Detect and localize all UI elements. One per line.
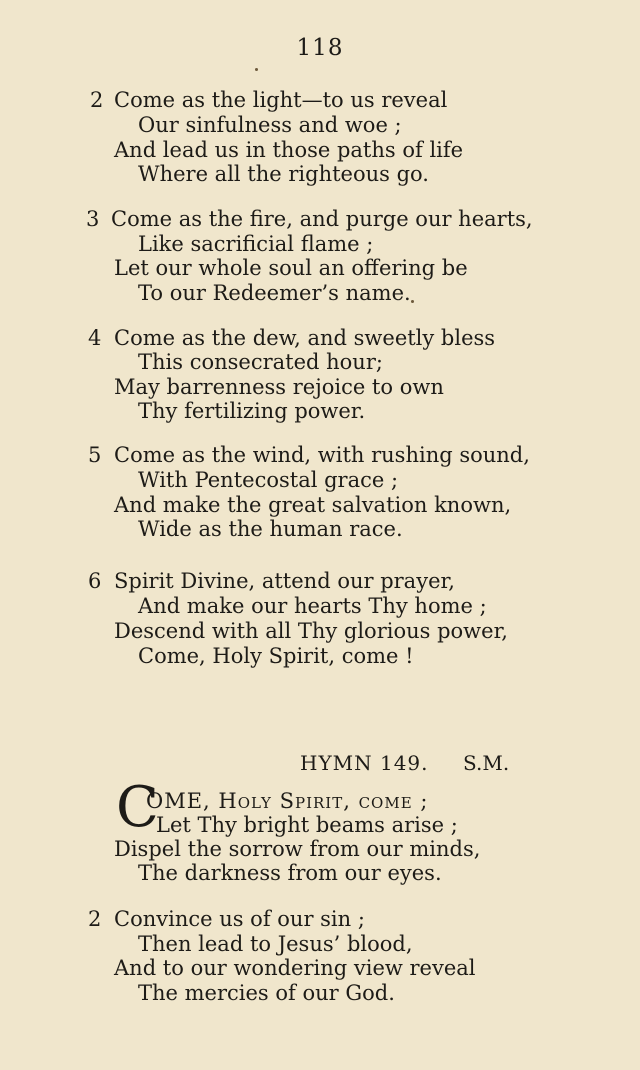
verse-line: With Pentecostal grace ; (138, 468, 399, 492)
stanza-number: 6 (88, 569, 102, 593)
stanza-number: 4 (88, 326, 102, 350)
verse-line: Convince us of our sin ; (114, 907, 365, 931)
verse-line: This consecrated hour; (138, 350, 383, 374)
verse-line: Spirit Divine, attend our prayer, (114, 569, 455, 593)
verse-line: Come, Holy Spirit, come ! (138, 644, 414, 668)
verse-line: OME, Holy Spirit, come ; (146, 789, 429, 813)
verse-line: Our sinfulness and woe ; (138, 113, 402, 137)
verse-line: Then lead to Jesus’ blood, (138, 932, 413, 956)
verse-line: And to our wondering view reveal (114, 956, 476, 980)
hymn-title: HYMN 149. (300, 751, 429, 775)
verse-line: Dispel the sorrow from our minds, (114, 837, 481, 861)
verse-line: Wide as the human race. (138, 517, 403, 541)
verse-line: The darkness from our eyes. (138, 861, 442, 885)
verse-line: Thy fertilizing power. (138, 399, 366, 423)
stanza-number: 5 (88, 443, 102, 467)
verse-line: And make our hearts Thy home ; (138, 594, 487, 618)
stanza-number: 2 (88, 907, 102, 931)
print-speck (255, 68, 258, 71)
verse-line: And make the great salvation known, (114, 493, 512, 517)
verse-line: Descend with all Thy glorious power, (114, 619, 508, 643)
verse-line: Let Thy bright beams arise ; (156, 813, 458, 837)
verse-line: Where all the righteous go. (138, 162, 429, 186)
verse-line: Let our whole soul an offering be (114, 256, 468, 280)
drop-cap: C (116, 775, 159, 840)
verse-line: May barrenness rejoice to own (114, 375, 444, 399)
page-number: 118 (296, 35, 344, 61)
verse-line: Come as the wind, with rushing sound, (114, 443, 530, 467)
verse-line: And lead us in those paths of life (114, 138, 464, 162)
verse-line: The mercies of our God. (138, 981, 395, 1005)
print-speck (411, 300, 414, 303)
stanza-number: 3 (86, 207, 100, 231)
verse-line: Come as the light—to us reveal (114, 88, 448, 112)
verse-line: To our Redeemer’s name. (138, 281, 411, 305)
verse-line: Like sacrificial flame ; (138, 232, 374, 256)
stanza-number: 2 (90, 88, 104, 112)
hymn-meter: S.M. (463, 751, 510, 775)
verse-line: Come as the dew, and sweetly bless (114, 326, 496, 350)
verse-line: Come as the fire, and purge our hearts, (111, 207, 533, 231)
